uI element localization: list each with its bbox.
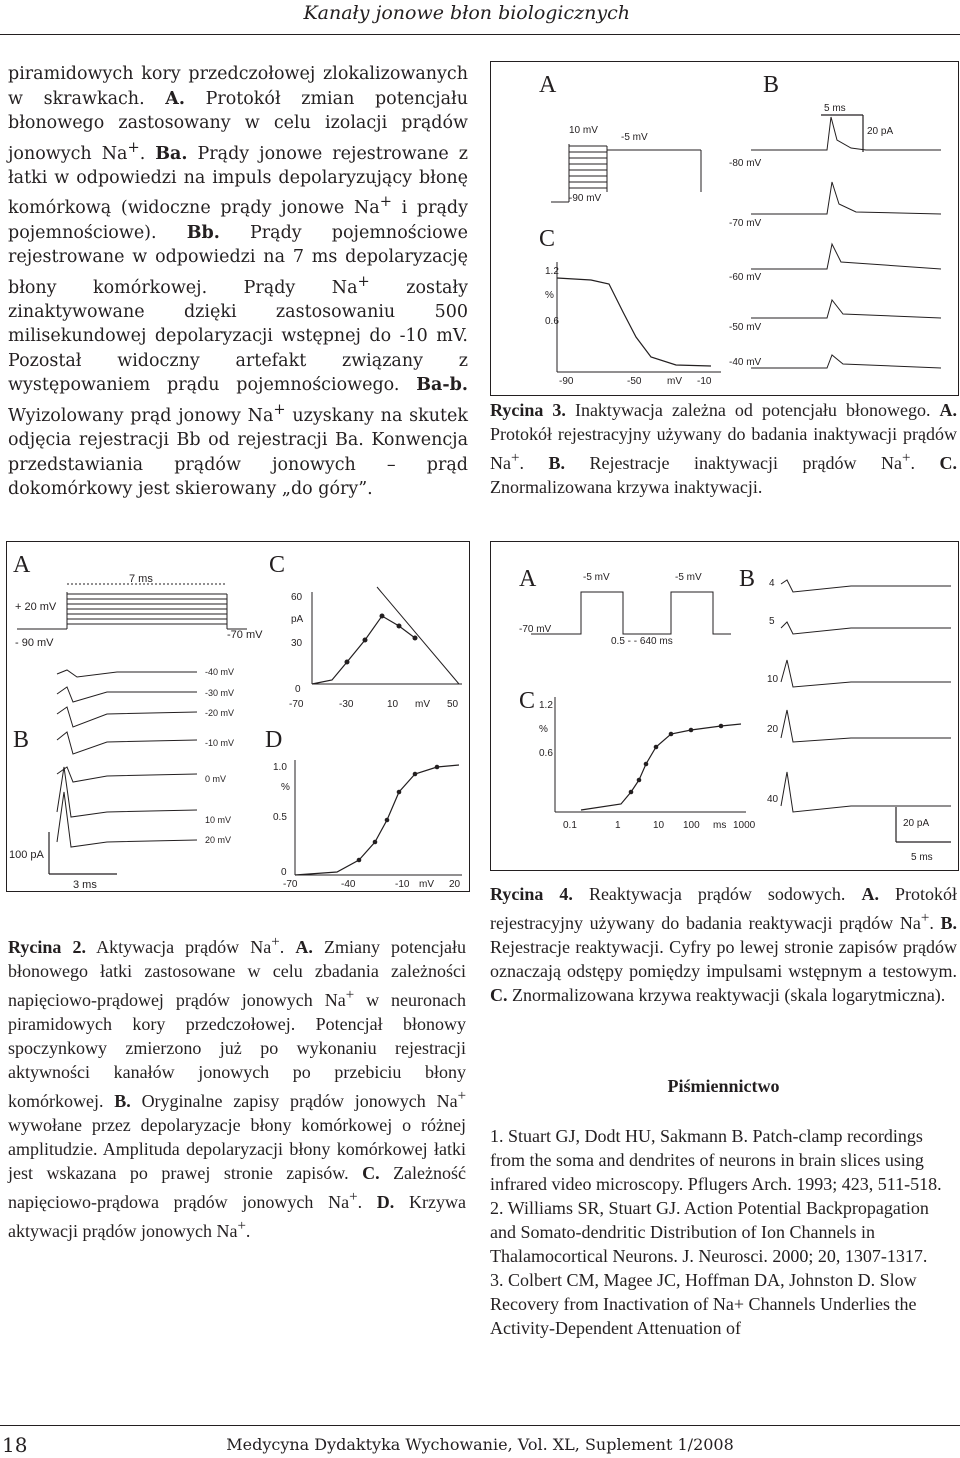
fig3-c-y-unit: % xyxy=(545,290,554,301)
figure4-caption: Rycina 4. Reaktywacja prądów sodowych. A. Protokół rejestracyjny używany do badania reaktywacji prądów Na+. B. Rejestracje reaktywacji. Cyfry po lewej stronie zapisów prądów oznaczają odstępy pomiędzy impulsami wstępnym a testowym. C. Znormalizowana krzywa reaktywacji (skala logarytmiczna). xyxy=(490,884,958,1005)
fig4-b-num: 10 xyxy=(767,674,779,685)
fig4-b-num: 20 xyxy=(767,724,779,735)
fig3-scale-current: 20 pA xyxy=(867,126,894,137)
header-rule xyxy=(0,34,960,35)
fig4-traces xyxy=(781,580,951,812)
figure2 xyxy=(6,541,470,892)
fig2-d-x: 20 xyxy=(449,879,461,890)
fig2-d-axes xyxy=(295,760,462,875)
fig2-d-curve xyxy=(295,765,459,875)
figure2-caption: Rycina 2. Aktywacja prądów Na+. A. Zmiany potencjału błonowego łatki zastosowane w celu zbadania zależności napięciowo-prądowej prądów jonowych Na+ w neuronach piramidowych kory przedczołowej. Potencjał błonowy spoczynkowy zmierzono już po wykonaniu rejestracji aktywności kanałów jonowych po przebiciu błony komórkowej. B. Oryginalne zapisy prądów jonowych Na+ wywołane przez depolaryzacje błony komórkowej o różnej amplitudzie. Amplituda depolaryzacji błony komórkowej łatki jest wskazana po prawej stronie zapisów. C. Zależność napięciowo-prądowa prądów jonowych Na+. D. Krzywa aktywacji prądów jonowych Na+. xyxy=(8,934,467,1241)
fig3-scale-time: 5 ms xyxy=(824,103,846,114)
figure3-caption: Rycina 3. Inaktywacja zależna od potencjału błonowego. A. Protokół rejestracyjny używany do badania inaktywacji prądów Na+. B. Rejestracje inaktywacji prądów Na+. C. Znormalizowana krzywa inaktywacji. xyxy=(490,400,958,497)
reference-item: 1. Stuart GJ, Dodt HU, Sakmann B. Patch-clamp recordings from the soma and dendrites of neurons in brain slices using infrared video microscopy. Pflugers Arch. 1993; 423, 511-518. xyxy=(490,1126,942,1194)
fig3-label-b: B xyxy=(763,72,780,98)
fig2-d-y: % xyxy=(281,782,290,793)
fig4-label-a: A xyxy=(519,566,537,592)
fig2-b-label: -10 mV xyxy=(205,738,235,748)
page-footer xyxy=(0,1425,960,1458)
fig4-label-c: C xyxy=(519,688,536,714)
figure2-svg xyxy=(7,542,469,891)
journal-title: Medycyna Dydaktyka Wychowanie, Vol. XL, Suplement 1/2008 xyxy=(226,1435,734,1454)
fig4-c-x: 100 xyxy=(683,820,700,831)
fig4-scale-current: 20 pA xyxy=(903,818,930,829)
fig3-label-a: A xyxy=(539,72,557,98)
fig2-c-axes xyxy=(312,587,462,684)
fig4-c-y-unit: % xyxy=(539,724,548,735)
fig4-b-num: 4 xyxy=(769,578,775,589)
fig2-d-x: mV xyxy=(419,879,434,890)
fig2-scalebar xyxy=(49,832,117,874)
fig2-c-x: -30 xyxy=(339,699,354,710)
fig2-scale-i: 100 pA xyxy=(9,849,44,861)
fig4-c-points xyxy=(629,724,724,795)
fig3-label-c: C xyxy=(539,226,556,252)
fig3-trace-label: -70 mV xyxy=(729,218,762,229)
fig3-vm90: -90 mV xyxy=(569,193,602,204)
fig2-label-d: D xyxy=(265,727,283,753)
fig4-a-range: 0.5 - - 640 ms xyxy=(611,636,673,647)
fig2-a-v20: + 20 mV xyxy=(15,601,57,613)
fig4-protocol xyxy=(531,592,731,634)
fig4-a-v70: -70 mV xyxy=(519,624,552,635)
fig3-c-y-top: 1.2 xyxy=(545,266,559,277)
fig3-c-axes xyxy=(557,262,721,372)
fig4-b-num: 40 xyxy=(767,794,779,805)
fig2-label-a: A xyxy=(13,552,31,578)
fig2-d-y: 0.5 xyxy=(273,812,287,823)
fig2-a-v90: - 90 mV xyxy=(15,637,54,649)
fig2-b-label: -20 mV xyxy=(205,708,235,718)
fig2-d-x: -70 xyxy=(283,879,298,890)
fig2-c-x: -70 xyxy=(289,699,304,710)
fig2-label-b: B xyxy=(13,727,30,753)
fig2-scale-t: 3 ms xyxy=(73,879,97,891)
fig4-c-axes xyxy=(555,697,746,812)
fig4-c-x: 1 xyxy=(615,820,621,831)
fig2-traces xyxy=(57,670,197,847)
fig2-d-y: 0 xyxy=(281,867,287,878)
fig4-a-v5b: -5 mV xyxy=(675,572,702,583)
fig2-b-labels xyxy=(205,667,234,845)
fig4-c-x: ms xyxy=(713,820,727,831)
references-heading: Piśmiennictwo xyxy=(667,1076,780,1096)
reference-item: 3. Colbert CM, Magee JC, Hoffman DA, Johnston D. Slow Recovery from Inactivation of Na+ Channels Underlies the Activity-Dependent Attenuation of xyxy=(490,1270,917,1338)
fig2-b-label: 10 mV xyxy=(205,815,232,825)
fig3-traces xyxy=(751,117,941,368)
fig3-trace-label: -60 mV xyxy=(729,272,762,283)
figure4 xyxy=(490,541,959,871)
footer-rule xyxy=(0,1425,960,1426)
fig2-c-y: 0 xyxy=(295,684,301,695)
fig4-b-numbers xyxy=(767,578,779,805)
fig3-c-x: -10 xyxy=(697,376,712,387)
fig4-c-y-mid: 0.6 xyxy=(539,748,553,759)
fig2-d-x: -10 xyxy=(395,879,410,890)
fig4-label-b: B xyxy=(739,566,756,592)
fig4-scale-time: 5 ms xyxy=(911,852,933,863)
fig3-c-curve xyxy=(557,278,711,366)
fig2-d-x: -40 xyxy=(341,879,356,890)
fig2-a-time: 7 ms xyxy=(129,573,153,585)
fig3-c-x: -50 xyxy=(627,376,642,387)
fig2-b-label: -30 mV xyxy=(205,688,235,698)
fig4-c-x: 1000 xyxy=(733,820,756,831)
fig2-c-points xyxy=(345,614,418,665)
running-header xyxy=(0,0,960,34)
fig2-c-x: 10 xyxy=(387,699,399,710)
fig2-c-y: pA xyxy=(291,614,304,625)
fig2-b-label: -40 mV xyxy=(205,667,235,677)
fig3-trace-label: -80 mV xyxy=(729,158,762,169)
fig2-c-y: 30 xyxy=(291,638,303,649)
fig4-c-x: 10 xyxy=(653,820,665,831)
fig2-d-y: 1.0 xyxy=(273,762,287,773)
figure3 xyxy=(490,61,959,396)
fig3-c-y-mid: 0.6 xyxy=(545,316,559,327)
fig3-trace-label: -40 mV xyxy=(729,357,762,368)
fig2-d-points xyxy=(357,765,440,863)
fig4-c-x: 0.1 xyxy=(563,820,577,831)
fig4-c-y-top: 1.2 xyxy=(539,700,553,711)
fig3-vm5: -5 mV xyxy=(621,132,648,143)
references-list xyxy=(490,1124,957,1340)
header-title: Kanały jonowe błon biologicznych xyxy=(303,2,630,24)
fig2-c-x: 50 xyxy=(447,699,459,710)
page-number: 18 xyxy=(2,1433,28,1457)
fig2-b-label: 0 mV xyxy=(205,774,227,784)
fig2-b-label: 20 mV xyxy=(205,835,232,845)
fig4-a-v5a: -5 mV xyxy=(583,572,610,583)
fig2-c-y: 60 xyxy=(291,592,303,603)
fig4-b-num: 5 xyxy=(769,616,775,627)
fig2-c-x: mV xyxy=(415,699,430,710)
reference-item: 2. Williams SR, Stuart GJ. Action Potential Backpropagation and Somato-dendritic Distribution of Ion Channels in Thalamocortical Neurons. J. Neurosci. 2000; 20, 1307-1317. xyxy=(490,1198,929,1266)
fig3-trace-label: -50 mV xyxy=(729,322,762,333)
figure4-svg xyxy=(491,542,958,870)
fig3-c-x: mV xyxy=(667,376,682,387)
fig3-v10: 10 mV xyxy=(569,125,598,136)
fig3-c-x: -90 xyxy=(559,376,574,387)
fig2-label-c: C xyxy=(269,552,286,578)
figure3-svg xyxy=(491,62,958,395)
figure1-caption-continued: piramidowych kory przedczołowej zlokalizowanych w skrawkach. A. Protokół zmian potencjału błonowego zastosowany w celu izolacji prądów jonowych Na+. Ba. Prądy jonowe rejestrowane z łatki w odpowiedzi na impuls depolaryzujący błonę komórkową (widoczne prądy jonowe Na+ i prądy pojemnościowe). Bb. Prądy pojemnościowe rejestrowane w odpowiedzi na 7 ms depolaryzację błony komórkowej. Prądy Na+ zostały zinaktywowane dzięki zastosowaniu 500 milisekundowej depolaryzacji wstępnej do -10 mV. Pozostał widoczny artefakt związany z występowaniem prądu pojemnościowego. Ba-b. Wyizolowany prąd jonowy Na+ uzyskany na skutek odjęcia rejestracji Bb od rejestracji Ba. Konwencja przedstawiania prądów jonowych – prąd dokomórkowy jest skierowany „do góry”. xyxy=(8,64,469,500)
fig4-c-curve xyxy=(581,724,741,810)
fig2-a-v70: -70 mV xyxy=(227,629,263,641)
